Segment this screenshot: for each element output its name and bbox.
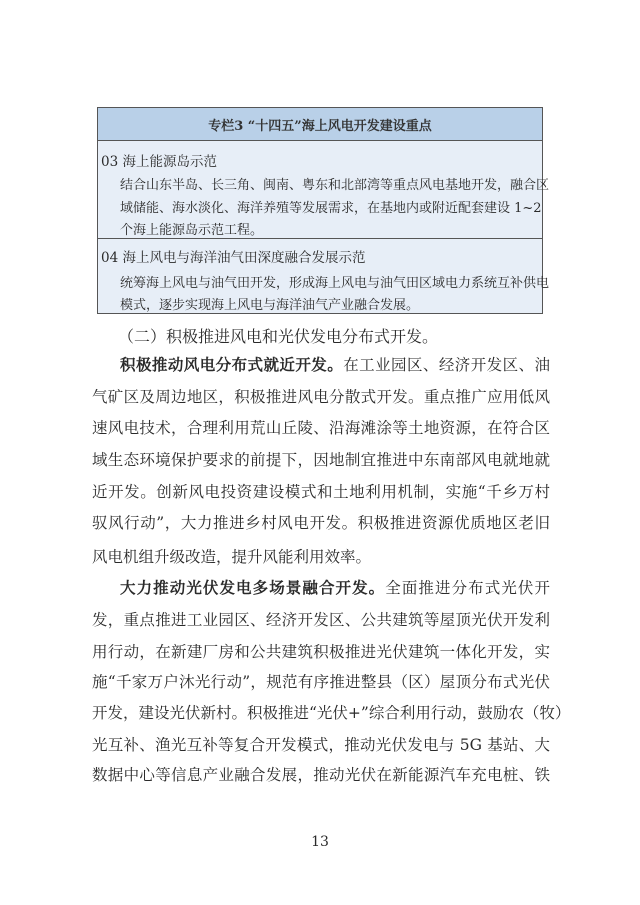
item-title: 03 海上能源岛示范 (101, 154, 217, 170)
feature-box-title: 专栏3 “十四五”海上风电开发建设重点 (98, 108, 542, 141)
paragraph-line: 风电机组升级改造，提升风能利用效率。 (92, 548, 372, 566)
paragraph-line: 域生态环境保护要求的前提下，因地制宜推进中东南部风电就地就 (92, 451, 550, 469)
item-line: 个海上能源岛示范工程。 (120, 223, 264, 238)
paragraph-lead: 积极推动风电分布式就近开发。 (120, 355, 344, 374)
paragraph-line: 发，重点推进工业园区、经济开发区、公共建筑等屋顶光伏开发利 (92, 611, 550, 629)
paragraph-line: 施“千家万户沐光行动”，规范有序推进整县（区）屋顶分布式光伏 (92, 673, 550, 691)
item-title: 04 海上风电与海洋油气田深度融合发展示范 (101, 250, 366, 266)
paragraph-line: 近开发。创新风电投资建设模式和土地利用机制，实施“千乡万村 (92, 483, 550, 501)
paragraph-line: 驭风行动”，大力推进乡村风电开发。积极推进资源优质地区老旧 (92, 514, 550, 532)
paragraph-line: 开发，建设光伏新村。积极推进“光伏+”综合利用行动，鼓励农（牧） (92, 704, 571, 722)
paragraph-line: 速风电技术，合理利用荒山丘陵、沿海滩涂等土地资源，在符合区 (92, 419, 550, 437)
feature-box (97, 107, 550, 314)
paragraph-line: 光互补、渔光互补等复合开发模式，推动光伏发电与 5G 基站、大 (92, 736, 550, 754)
item-line: 域储能、海水淡化、海洋养殖等发展需求，在基地内或附近配套建设 1~2 (120, 201, 542, 216)
paragraph-lead: 大力推动光伏发电多场景融合开发。 (120, 578, 386, 597)
page-number: 13 (311, 834, 329, 850)
paragraph-line (120, 355, 550, 375)
paragraph-line: 气矿区及周边地区，积极推进风电分散式开发。重点推广应用低风 (92, 388, 550, 406)
paragraph-line: 用行动，在新建厂房和公共建筑积极推进光伏建筑一体化开发，实 (92, 643, 550, 661)
section-heading: （二）积极推进风电和光伏发电分布式开发。 (118, 327, 439, 346)
paragraph-text: 在工业园区、经济开发区、油 (343, 356, 550, 374)
item-line: 模式，逐步实现海上风电与海洋油气产业融合发展。 (120, 298, 420, 313)
item-line: 统筹海上风电与油气田开发，形成海上风电与油气田区域电力系统互补供电 (120, 276, 550, 291)
feature-box-item (98, 239, 550, 313)
item-line: 结合山东半岛、长三角、闽南、粤东和北部湾等重点风电基地开发，融合区 (120, 178, 550, 193)
paragraph-line: 数据中心等信息产业融合发展，推动光伏在新能源汽车充电桩、铁 (92, 766, 550, 784)
paragraph-text: 全面推进分布式光伏开 (385, 579, 550, 597)
paragraph-line (120, 578, 550, 598)
feature-box-item (98, 142, 550, 239)
